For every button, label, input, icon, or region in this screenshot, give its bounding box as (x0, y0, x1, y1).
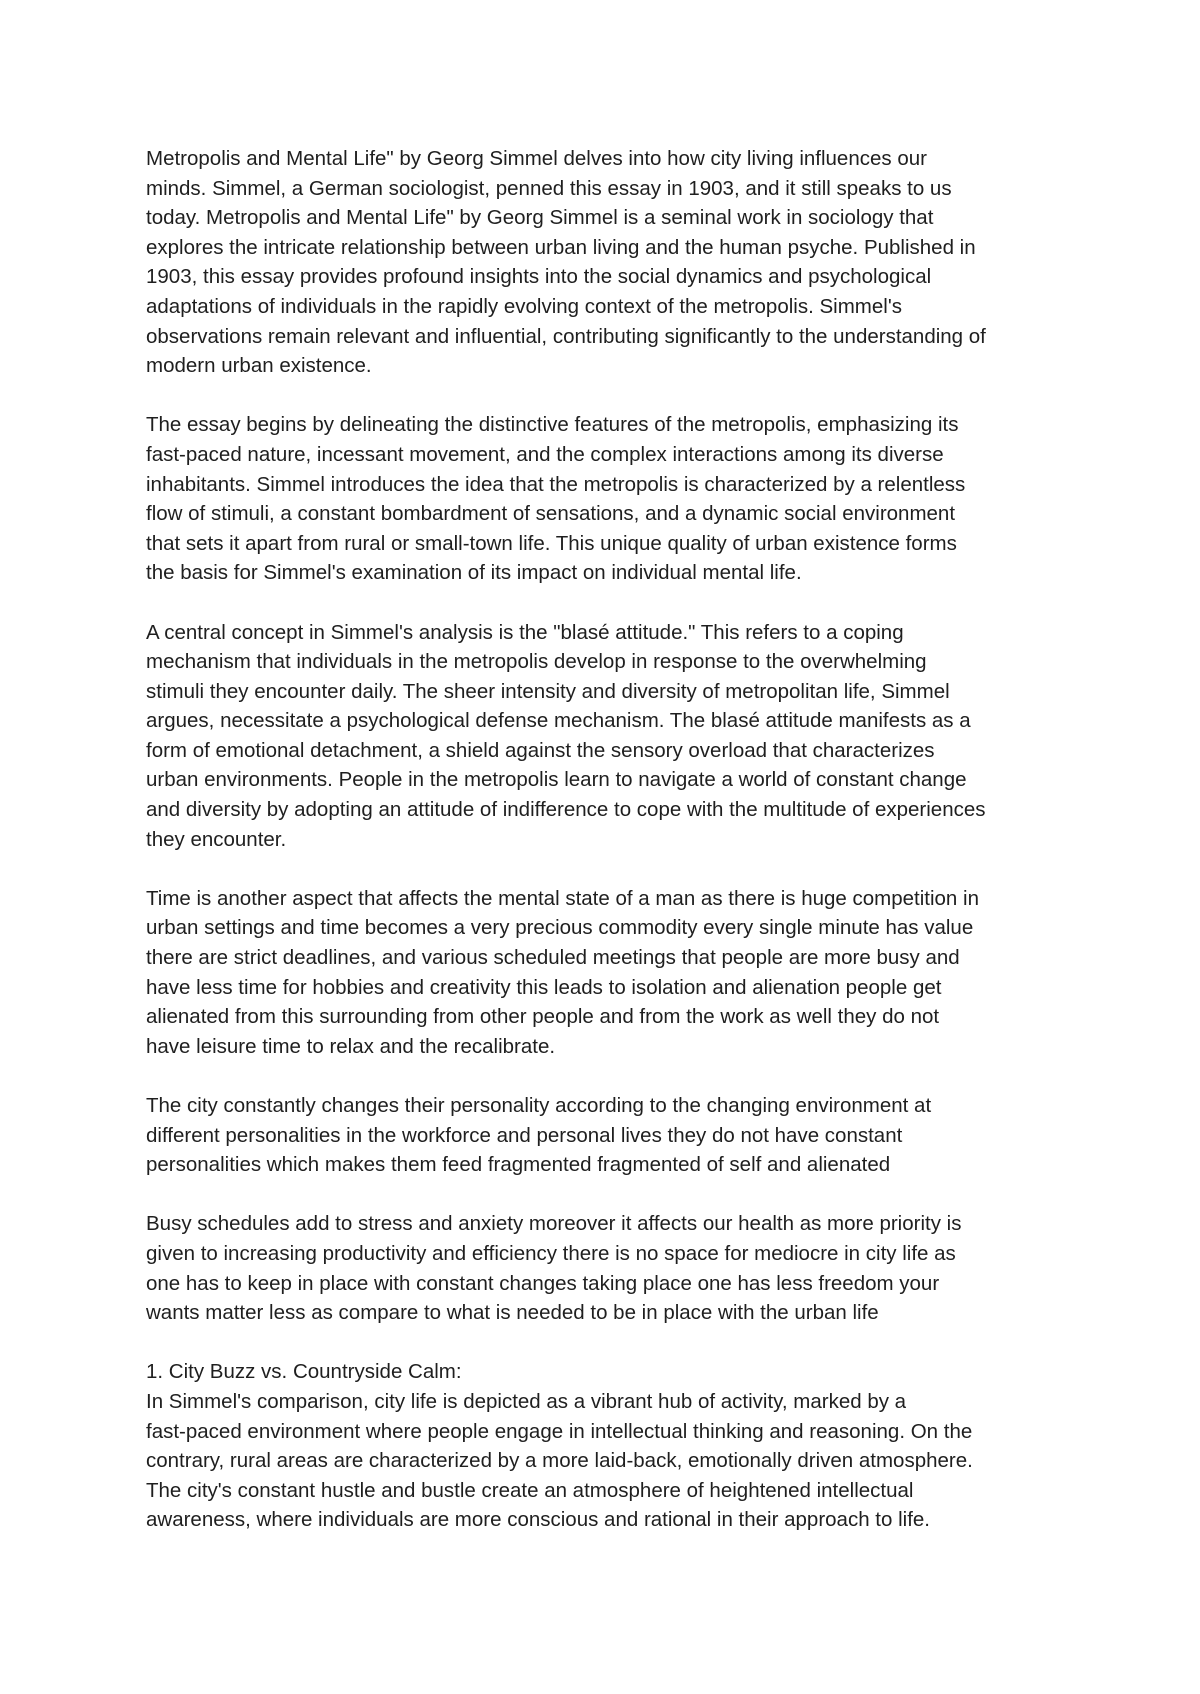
text-line: In Simmel's comparison, city life is depicted as a vibrant hub of activity, marked by a (146, 1389, 907, 1413)
text-line: alienated from this surrounding from other people and from the work as well they do not (146, 1005, 940, 1029)
section-city-vs-countryside (146, 1357, 1086, 1535)
text-line: today. Metropolis and Mental Life" by Georg Simmel is a seminal work in sociology that (146, 206, 934, 230)
text-line: modern urban existence. (146, 354, 372, 378)
text-line: The city constantly changes their personality according to the changing environment at (146, 1094, 932, 1117)
text-line: one has to keep in place with constant changes taking place one has less freedom your (146, 1271, 940, 1295)
text-line: personalities which makes them feed fragmented fragmented of self and alienated (146, 1153, 891, 1177)
text-line: Metropolis and Mental Life" by Georg Simmel delves into how city living influences our (146, 147, 927, 170)
text-line: fast-paced environment where people engage in intellectual thinking and reasoning. On the (146, 1419, 973, 1443)
text-line: minds. Simmel, a German sociologist, penned this essay in 1903, and it still speaks to us (146, 176, 952, 200)
paragraph-time (146, 884, 1086, 1062)
text-line: fast-paced nature, incessant movement, and the complex interactions among its diverse (146, 442, 944, 466)
text-line: have leisure time to relax and the recalibrate. (146, 1034, 556, 1058)
text-line: inhabitants. Simmel introduces the idea that the metropolis is characterized by a relentless (146, 472, 966, 496)
paragraph-busy-schedules (146, 1209, 1086, 1327)
paragraph-intro (146, 144, 1086, 381)
text-line: adaptations of individuals in the rapidly evolving context of the metropolis. Simmel's (146, 294, 902, 318)
text-line: there are strict deadlines, and various scheduled meetings that people are more busy and (146, 946, 960, 970)
document-body (146, 144, 1086, 1535)
text-line: 1903, this essay provides profound insights into the social dynamics and psychological (146, 265, 932, 289)
text-line: Time is another aspect that affects the mental state of a man as there is huge competition in (146, 886, 979, 910)
paragraph-metropolis-features (146, 410, 1086, 588)
text-line: flow of stimuli, a constant bombardment of sensations, and a dynamic social environment (146, 502, 956, 526)
text-line: form of emotional detachment, a shield against the sensory overload that characterizes (146, 738, 935, 762)
text-line: contrary, rural areas are characterized by a more laid-back, emotionally driven atmosphere. (146, 1449, 973, 1473)
text-line: A central concept in Simmel's analysis is the "blasé attitude." This refers to a coping (146, 620, 904, 644)
text-line: different personalities in the workforce and personal lives they do not have constant (146, 1123, 903, 1147)
section-heading: 1. City Buzz vs. Countryside Calm: (146, 1360, 462, 1384)
text-line: urban settings and time becomes a very precious commodity every single minute has value (146, 916, 974, 940)
text-line: The city's constant hustle and bustle create an atmosphere of heightened intellectual (146, 1478, 914, 1502)
text-line: stimuli they encounter daily. The sheer intensity and diversity of metropolitan life, Simmel (146, 679, 950, 703)
text-line: urban environments. People in the metropolis learn to navigate a world of constant change (146, 768, 967, 792)
text-line: Busy schedules add to stress and anxiety moreover it affects our health as more priority is (146, 1212, 962, 1236)
text-line: awareness, where individuals are more conscious and rational in their approach to life. (146, 1508, 930, 1532)
text-line: explores the intricate relationship between urban living and the human psyche. Published in (146, 235, 976, 259)
text-line: observations remain relevant and influential, contributing significantly to the understanding of (146, 324, 986, 348)
text-line: The essay begins by delineating the distinctive features of the metropolis, emphasizing its (146, 413, 959, 437)
text-line: argues, necessitate a psychological defense mechanism. The blasé attitude manifests as a (146, 709, 971, 733)
text-line: and diversity by adopting an attitude of indifference to cope with the multitude of experiences (146, 798, 986, 822)
text-line: given to increasing productivity and efficiency there is no space for mediocre in city life as (146, 1241, 956, 1265)
paragraph-blase-attitude (146, 618, 1086, 855)
text-line: that sets it apart from rural or small-town life. This unique quality of urban existence forms (146, 531, 957, 555)
text-line: mechanism that individuals in the metropolis develop in response to the overwhelming (146, 650, 927, 674)
text-line: wants matter less as compare to what is needed to be in place with the urban life (146, 1301, 879, 1325)
text-line: have less time for hobbies and creativity this leads to isolation and alienation people get (146, 975, 942, 999)
text-line: they encounter. (146, 827, 287, 851)
text-line: the basis for Simmel's examination of its impact on individual mental life. (146, 561, 802, 585)
paragraph-personality (146, 1091, 1086, 1180)
